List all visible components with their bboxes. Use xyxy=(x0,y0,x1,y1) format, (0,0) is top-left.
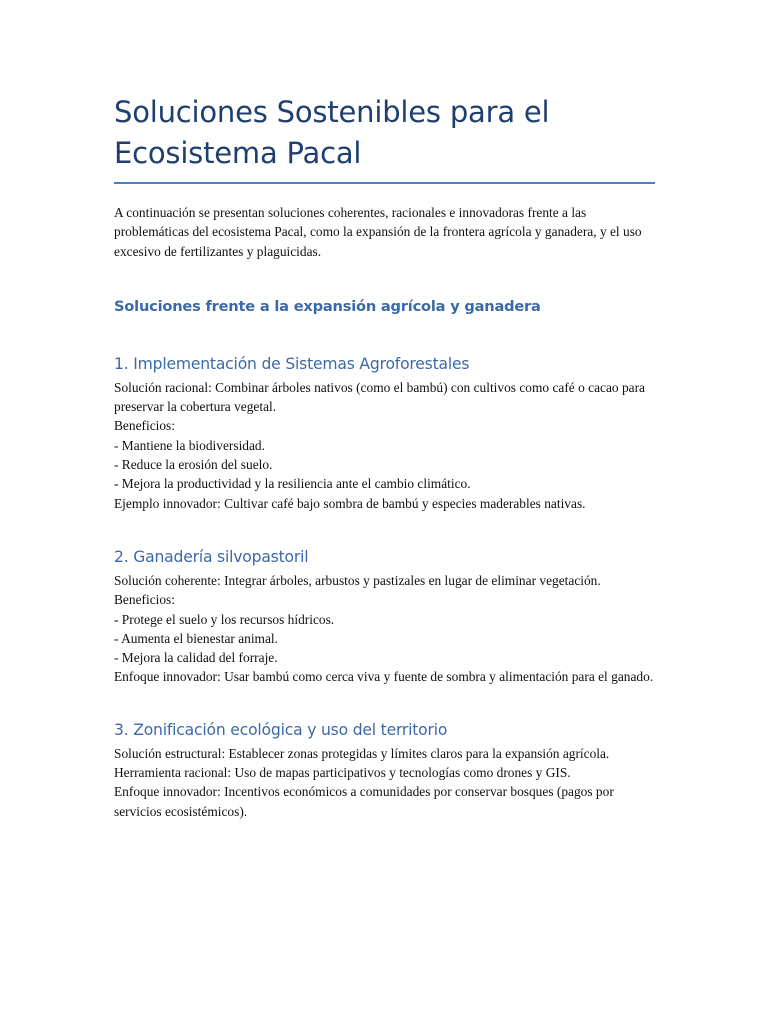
body-line: - Mejora la calidad del forraje. xyxy=(114,650,278,666)
body-line: Solución racional: Combinar árboles nativos (como el bambú) con cultivos como café o cacao para preservar la cobertura vegetal. xyxy=(114,379,649,415)
body-line: Ejemplo innovador: Cultivar café bajo sombra de bambú y especies maderables nativas. xyxy=(114,495,586,511)
body-line: Solución estructural: Establecer zonas protegidas y límites claros para la expansión agrícola. xyxy=(114,745,610,761)
body-line: Enfoque innovador: Usar bambú como cerca viva y fuente de sombra y alimentación para el ganado. xyxy=(114,669,654,685)
body-line: - Protege el suelo y los recursos hídricos. xyxy=(114,611,335,627)
section-body xyxy=(114,571,655,687)
document-page xyxy=(114,92,655,821)
section-heading: 2. Ganadería silvopastoril xyxy=(114,547,309,566)
body-line: - Mantiene la biodiversidad. xyxy=(114,437,265,453)
body-line: Herramienta racional: Uso de mapas participativos y tecnologías como drones y GIS. xyxy=(114,765,571,781)
page-title xyxy=(114,92,655,174)
intro-paragraph: A continuación se presentan soluciones coherentes, racionales e innovadoras frente a las problemáticas del ecosistema Pacal, como la expansión de la frontera agrícola y ganadera, y el uso excesivo de fertilizantes y plaguicidas. xyxy=(114,205,642,259)
title-line: Ecosistema Pacal xyxy=(114,136,362,170)
title-line: Soluciones Sostenibles para el xyxy=(114,95,550,129)
body-line: Beneficios: xyxy=(114,418,175,434)
body-line: Beneficios: xyxy=(114,592,175,608)
main-section-heading: Soluciones frente a la expansión agrícola y ganadera xyxy=(114,297,541,315)
section-heading: 1. Implementación de Sistemas Agroforestales xyxy=(114,354,470,373)
section-heading: 3. Zonificación ecológica y uso del territorio xyxy=(114,720,448,739)
title-divider xyxy=(114,182,655,184)
section-body xyxy=(114,744,655,821)
body-line: - Aumenta el bienestar animal. xyxy=(114,630,278,646)
section-body xyxy=(114,378,655,513)
body-line: - Mejora la productividad y la resiliencia ante el cambio climático. xyxy=(114,476,471,492)
body-line: Solución coherente: Integrar árboles, arbustos y pastizales en lugar de eliminar vegetación. xyxy=(114,572,601,588)
body-line: - Reduce la erosión del suelo. xyxy=(114,457,273,473)
body-line: Enfoque innovador: Incentivos económicos a comunidades por conservar bosques (pagos por servicios ecosistémicos). xyxy=(114,784,618,819)
